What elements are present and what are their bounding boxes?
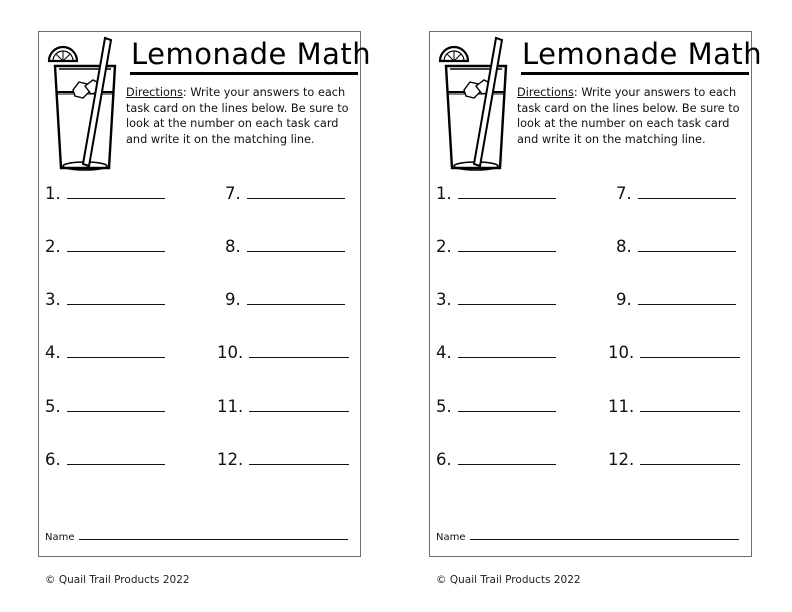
answer-blank-line[interactable]: [247, 303, 345, 305]
answer-blank-line[interactable]: [638, 250, 736, 252]
answer-blank-line[interactable]: [458, 410, 556, 412]
answer-row: [616, 237, 736, 256]
answer-number: 6.: [436, 450, 452, 469]
answer-blank-line[interactable]: [640, 410, 740, 412]
worksheet-title: Lemonade Math: [522, 37, 763, 71]
answer-number: 1.: [436, 184, 452, 203]
title-underline: [521, 72, 749, 75]
answer-blank-line[interactable]: [67, 250, 165, 252]
answer-blank-line[interactable]: [247, 250, 345, 252]
answer-row: [45, 184, 165, 203]
answer-blank-line[interactable]: [640, 356, 740, 358]
answer-row: [608, 343, 740, 362]
answer-blank-line[interactable]: [638, 197, 736, 199]
answer-row: [616, 290, 736, 309]
answer-number: 6.: [45, 450, 61, 469]
answer-row: [45, 450, 165, 469]
answer-blank-line[interactable]: [458, 250, 556, 252]
answer-blank-line[interactable]: [67, 410, 165, 412]
answer-number: 10.: [608, 343, 635, 362]
answer-row: [608, 450, 740, 469]
answer-blank-line[interactable]: [67, 303, 165, 305]
answer-row: [225, 290, 345, 309]
answer-row: [217, 343, 349, 362]
answer-number: 3.: [436, 290, 452, 309]
directions-label: Directions: [126, 86, 183, 99]
directions-text: Directions: Write your answers to each task card on the lines below. Be sure to look at the number on each task card and write it on the matching line.: [517, 86, 740, 146]
name-blank-line[interactable]: [79, 539, 348, 540]
lemonade-glass-icon: [436, 36, 516, 174]
copyright-text: © Quail Trail Products 2022: [45, 574, 190, 586]
answer-row: [217, 397, 349, 416]
answer-number: 9.: [616, 290, 632, 309]
answer-row: [436, 184, 556, 203]
answer-number: 10.: [217, 343, 244, 362]
answer-row: [45, 237, 165, 256]
answer-blank-line[interactable]: [249, 463, 349, 465]
answer-row: [616, 184, 736, 203]
answer-blank-line[interactable]: [638, 303, 736, 305]
answer-row: [45, 290, 165, 309]
name-blank-line[interactable]: [470, 539, 739, 540]
answer-blank-line[interactable]: [458, 197, 556, 199]
answer-number: 11.: [217, 397, 244, 416]
answer-row: [436, 450, 556, 469]
copyright-text: © Quail Trail Products 2022: [436, 574, 581, 586]
title-underline: [130, 72, 358, 75]
answer-row: [217, 450, 349, 469]
answer-row: [45, 397, 165, 416]
answer-number: 9.: [225, 290, 241, 309]
answer-row: [436, 237, 556, 256]
answer-number: 8.: [225, 237, 241, 256]
answer-row: [436, 397, 556, 416]
answer-number: 2.: [436, 237, 452, 256]
answer-number: 4.: [45, 343, 61, 362]
answer-row: [436, 343, 556, 362]
worksheet-card: [38, 31, 372, 557]
directions-text: Directions: Write your answers to each task card on the lines below. Be sure to look at the number on each task card and write it on the matching line.: [126, 86, 349, 146]
lemonade-glass-icon: [45, 36, 125, 174]
worksheet-title: Lemonade Math: [131, 37, 372, 71]
answer-blank-line[interactable]: [640, 463, 740, 465]
answer-blank-line[interactable]: [458, 463, 556, 465]
answer-blank-line[interactable]: [247, 197, 345, 199]
directions-label: Directions: [517, 86, 574, 99]
answer-blank-line[interactable]: [249, 356, 349, 358]
answer-blank-line[interactable]: [458, 303, 556, 305]
answer-number: 3.: [45, 290, 61, 309]
answer-row: [225, 237, 345, 256]
name-field[interactable]: [436, 532, 739, 543]
answer-number: 7.: [225, 184, 241, 203]
answer-number: 5.: [436, 397, 452, 416]
answer-number: 5.: [45, 397, 61, 416]
answer-blank-line[interactable]: [67, 356, 165, 358]
answer-number: 4.: [436, 343, 452, 362]
name-field[interactable]: [45, 532, 348, 543]
answer-number: 2.: [45, 237, 61, 256]
answer-number: 12.: [608, 450, 635, 469]
answer-number: 7.: [616, 184, 632, 203]
answer-row: [608, 397, 740, 416]
name-label: Name: [45, 532, 75, 543]
name-label: Name: [436, 532, 466, 543]
answer-row: [45, 343, 165, 362]
answer-row: [225, 184, 345, 203]
answer-number: 1.: [45, 184, 61, 203]
answer-blank-line[interactable]: [458, 356, 556, 358]
answer-number: 12.: [217, 450, 244, 469]
answer-number: 11.: [608, 397, 635, 416]
answer-blank-line[interactable]: [67, 197, 165, 199]
answer-blank-line[interactable]: [67, 463, 165, 465]
worksheet-card: [429, 31, 763, 557]
answer-blank-line[interactable]: [249, 410, 349, 412]
answer-row: [436, 290, 556, 309]
answer-number: 8.: [616, 237, 632, 256]
